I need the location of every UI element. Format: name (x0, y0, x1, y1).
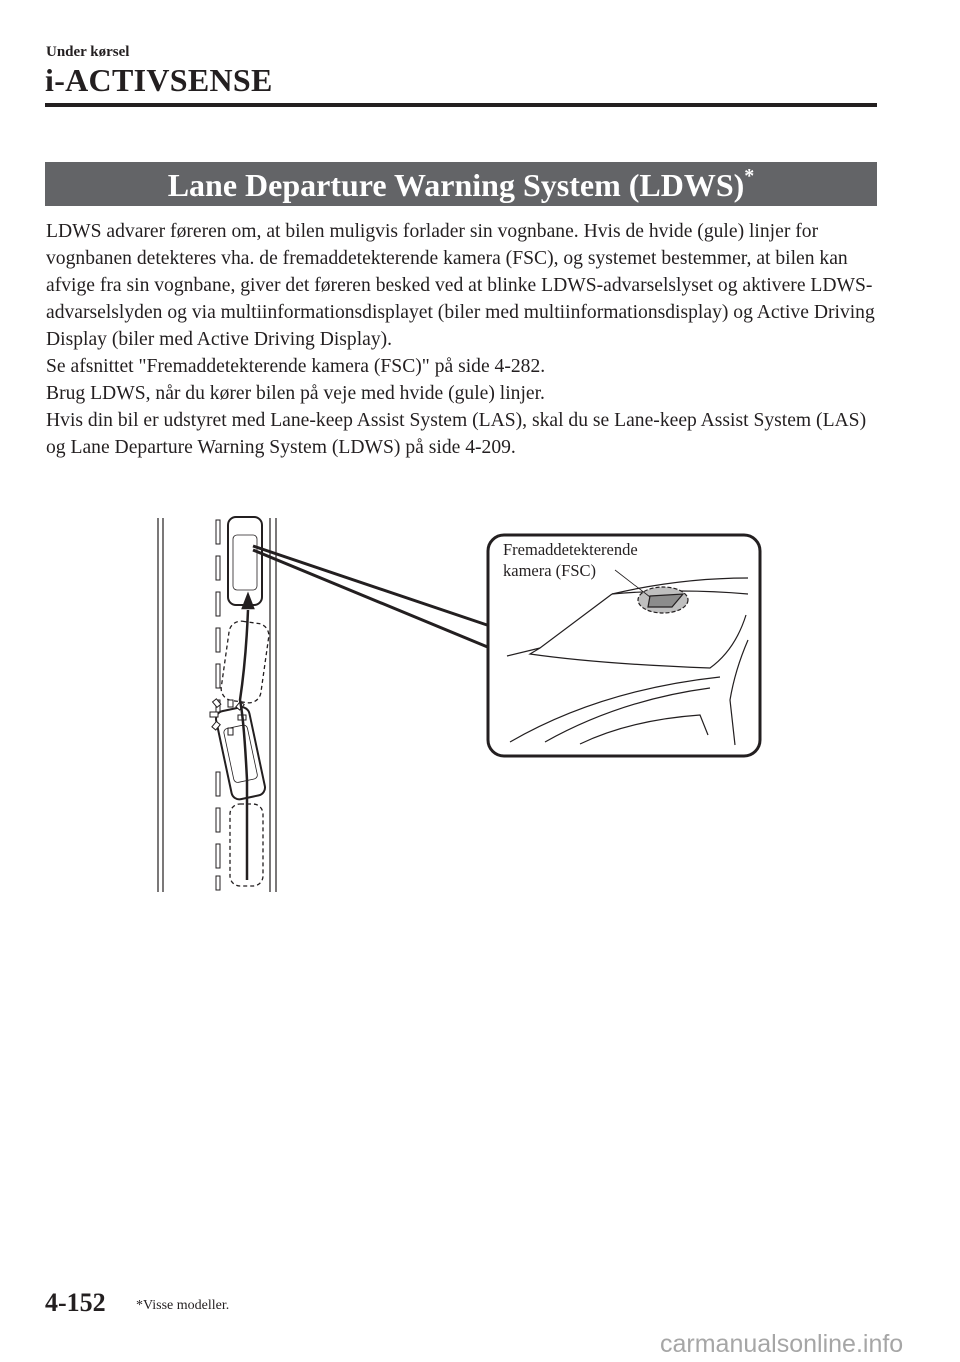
callout-pointer (253, 546, 490, 648)
footnote: *Visse modeller. (136, 1298, 230, 1313)
watermark: carmanualsonline.info (660, 1330, 904, 1358)
fsc-label-line1: Fremaddetekterende (503, 540, 638, 559)
paragraph: Se afsnittet "Fremaddetekterende kamera (FSC)" på side 4-282. (46, 356, 546, 377)
page-number: 4-152 (45, 1288, 106, 1317)
section-title: Under kørsel (46, 44, 130, 60)
fsc-label-line2: kamera (FSC) (503, 561, 597, 580)
chapter-title: i-ACTIVSENSE (45, 62, 273, 98)
paragraph: Brug LDWS, når du kører bilen på veje med hvide (gule) linjer. (46, 383, 545, 404)
paragraph: Hvis din bil er udstyret med Lane-keep Assist System (LAS), skal du se Lane-keep Assist System (LAS) og Lane Departure Warning System (LDWS) på side 4-209. (46, 410, 867, 458)
banner-title: Lane Departure Warning System (LDWS) (167, 167, 745, 203)
asterisk: * (744, 165, 755, 187)
paragraph: LDWS advarer føreren om, at bilen muligvis forlader sin vognbane. Hvis de hvide (gule) linjer for vognbanen detekteres vha. de fremaddetekterende kamera (FSC), og systemet bestemmer, at bilen kan afvige fra sin vognbane, giver det føreren besked ved at blinke LDWS-advarselslyset og aktivere LDWS-advarselslyden og via multiinformationsdisplayet (biler med multiinformationsdisplay) og Active Driving Display (biler med Active Driving Display). (46, 221, 875, 350)
fsc-label (503, 539, 638, 581)
car-top-icon (228, 517, 262, 605)
